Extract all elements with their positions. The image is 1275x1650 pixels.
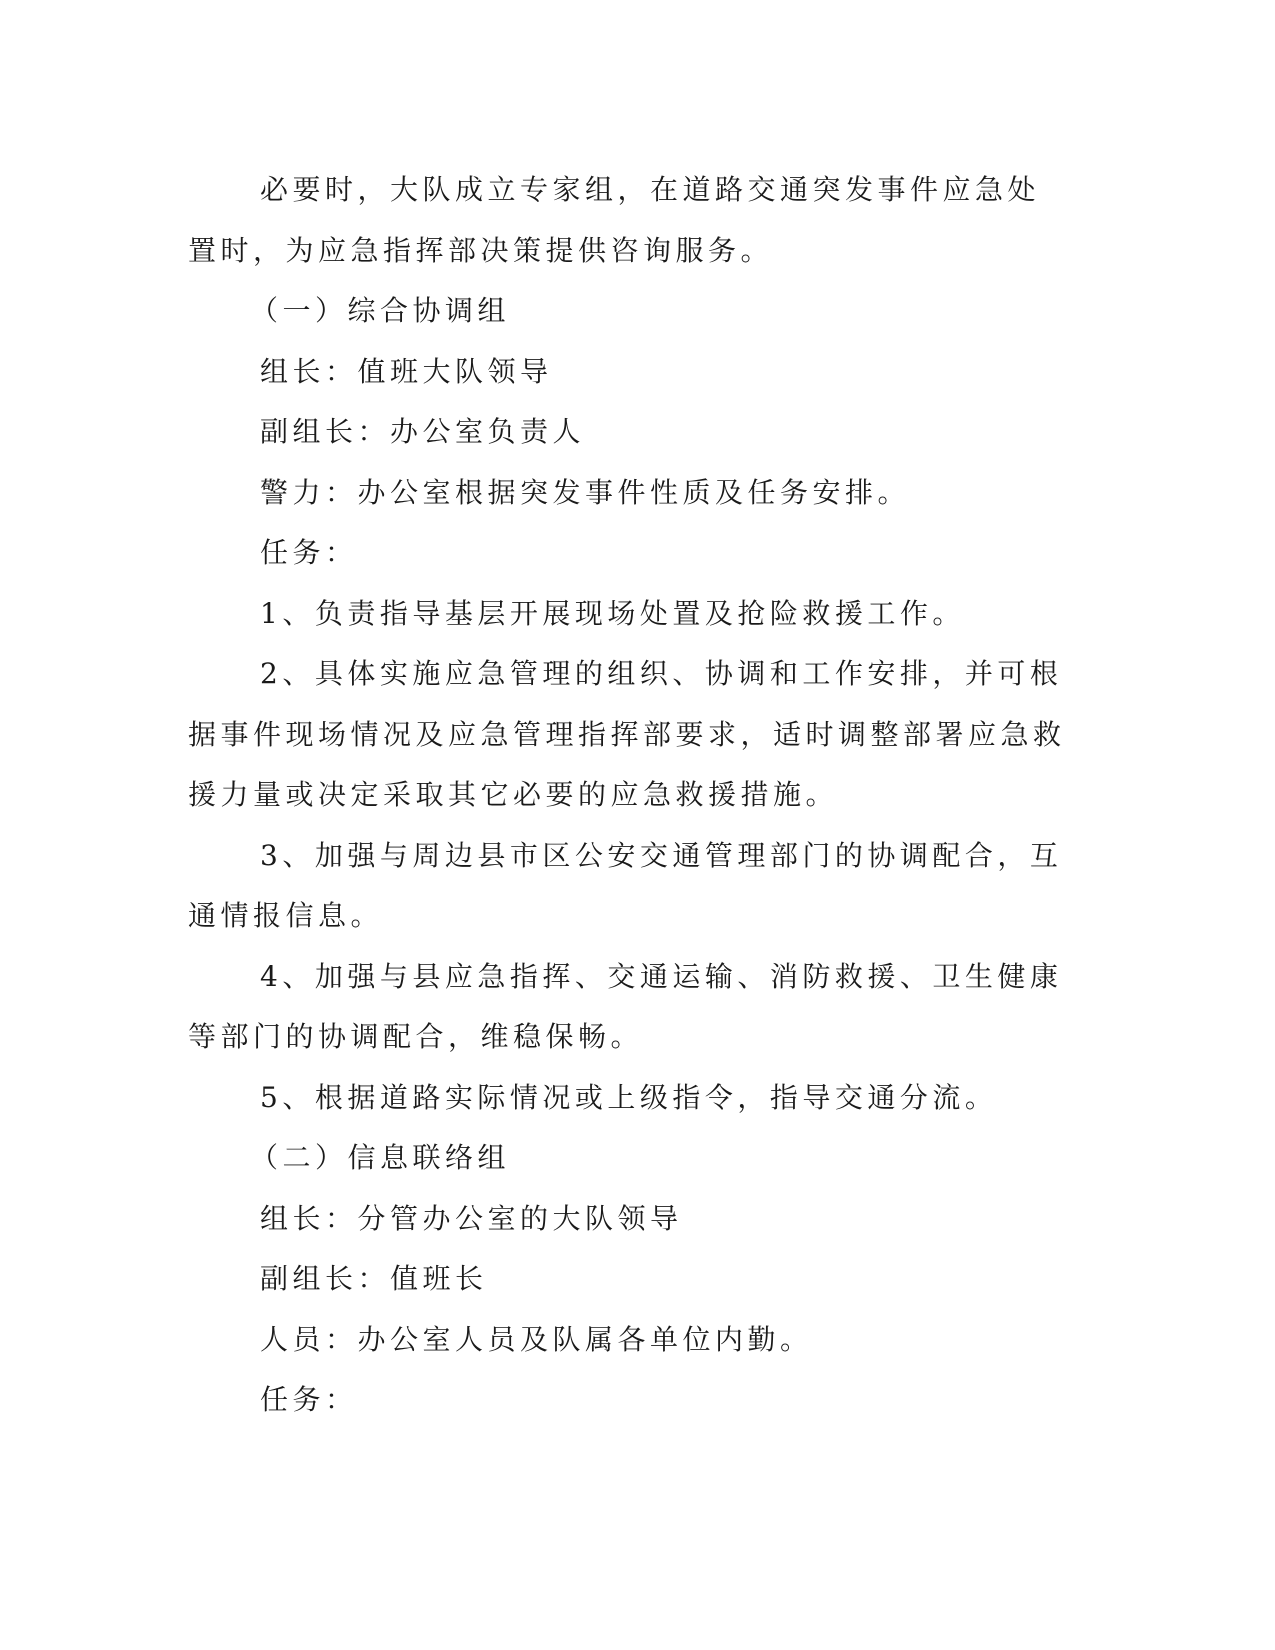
paragraph-liaison-leader: 组长：分管办公室的大队领导 [260,1201,683,1235]
paragraph-liaison-tasks-label: 任务： [260,1383,358,1416]
paragraph-group-leader: 组长：值班大队领导 [260,354,553,388]
list-item-task-3: 3、加强与周边县市区公安交通管理部门的协调配合，互通情报信息。 [188,838,1063,932]
paragraph-tasks-label: 任务： [260,536,358,569]
list-item-task-4: 4、加强与县应急指挥、交通运输、消防救援、卫生健康等部门的协调配合，维稳保畅。 [188,959,1063,1053]
document-body [188,160,1068,1431]
list-item-task-5: 5、根据道路实际情况或上级指令，指导交通分流。 [260,1080,998,1114]
paragraph-deputy-leader: 副组长：办公室负责人 [260,415,586,448]
paragraph-liaison-staff: 人员：办公室人员及队属各单位内勤。 [260,1322,813,1356]
list-item-task-2: 2、具体实施应急管理的组织、协调和工作安排，并可根据事件现场情况及应急管理指挥部要求，适时调整部署应急救援力量或决定采取其它必要的应急救援措施。 [188,657,1066,811]
section-heading-coordination-group: （一）综合协调组 [250,294,511,327]
paragraph-police-force: 警力：办公室根据突发事件性质及任务安排。 [260,475,911,509]
paragraph-expert-group: 必要时，大队成立专家组，在道路交通突发事件应急处置时，为应急指挥部决策提供咨询服务。 [188,173,1041,267]
section-heading-info-liaison-group: （二）信息联络组 [250,1141,511,1174]
paragraph-liaison-deputy: 副组长：值班长 [260,1262,488,1295]
list-item-task-1: 1、负责指导基层开展现场处置及抢险救援工作。 [260,596,965,630]
